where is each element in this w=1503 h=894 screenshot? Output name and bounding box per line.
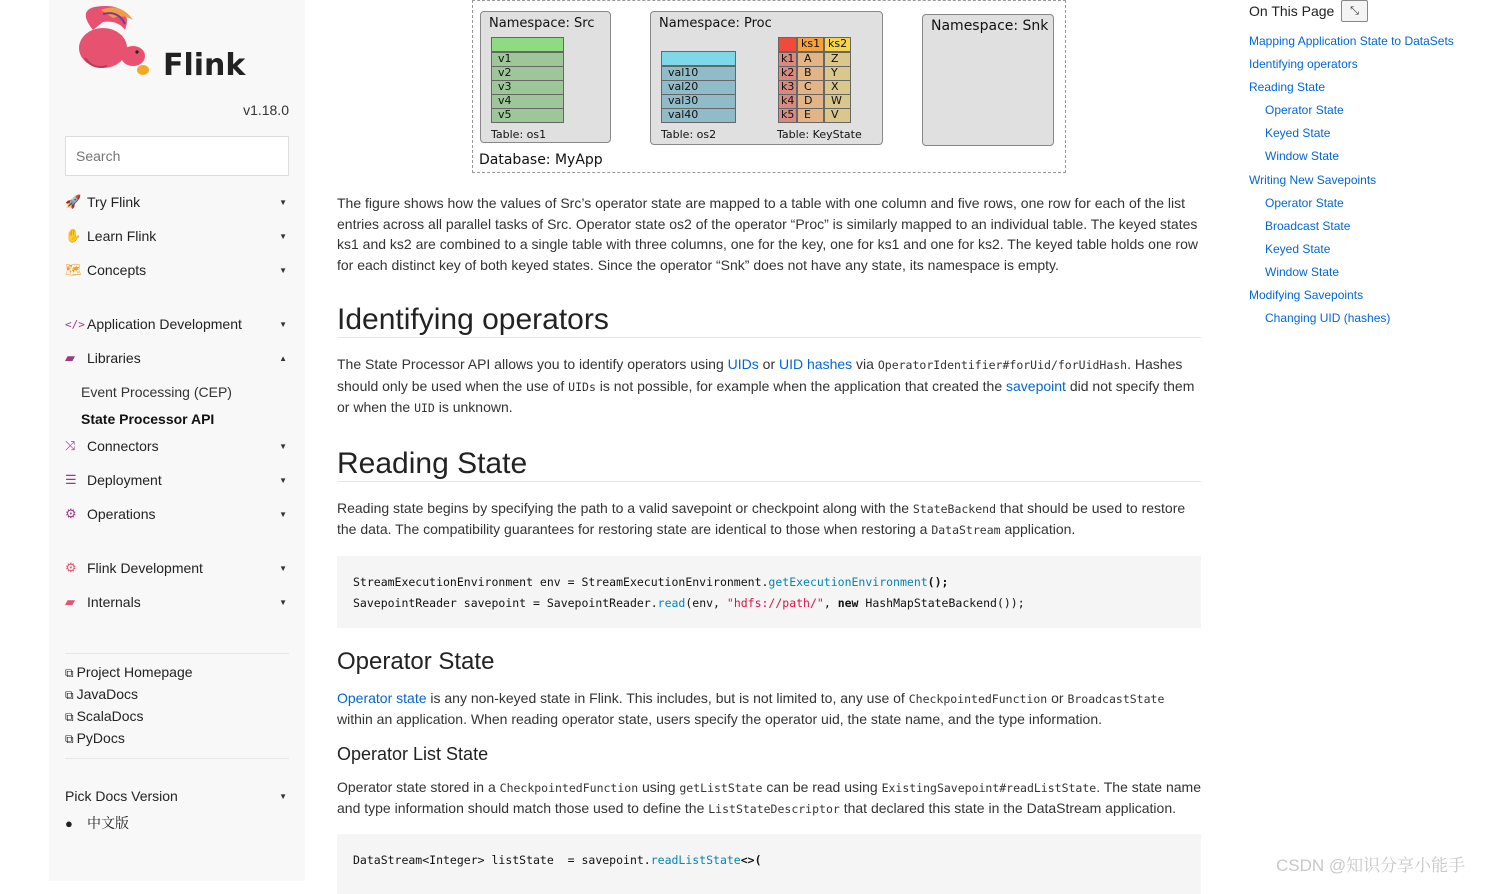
toc-link[interactable]: Operator State [1265,196,1344,210]
collapse-toc-button[interactable] [1341,0,1368,22]
compress-icon: ⤡ [1350,5,1359,17]
link-pydocs[interactable]: ⧉ PyDocs [65,730,125,746]
table-cell: v4 [491,94,564,109]
heading-operator-list-state: Operator List State [337,743,489,764]
sidebar-item-label: Deployment [87,472,162,488]
table-header-cell: ks1 [797,37,824,52]
sidebar-item-label: Try Flink [87,194,141,210]
table-cell: Z [824,52,851,67]
table-header-cell [491,37,564,52]
sidebar [49,0,305,881]
code-block-reader: StreamExecutionEnvironment env = StreamExecutionEnvironment.getExecutionEnvironment(); SavepointReader savepoint = SavepointReader.read(env, "hdfs://path/", new HashMapStateBackend()); [337,556,1201,628]
caret-down-icon: ▼ [279,563,287,573]
external-link-icon: ⧉ [65,732,74,746]
sidebar-item-label: Libraries [87,350,141,366]
sidebar-item-libraries[interactable] [65,346,289,370]
table-cell: v1 [491,52,564,67]
table-cell: Y [824,66,851,81]
random-icon: ⤨ [65,438,76,453]
table-label: Table: os2 [661,128,717,141]
flink-logo[interactable] [63,0,263,85]
table-cell: k2 [778,66,797,81]
toc-link[interactable]: Window State [1265,149,1340,163]
toc-title: On This Page [1249,3,1335,19]
toc-link[interactable]: Operator State [1265,103,1344,117]
database-label: Database: MyApp [479,152,603,168]
toc-link[interactable]: Keyed State [1265,126,1331,140]
toc-link[interactable]: Window State [1265,265,1340,279]
table-cell: W [824,94,851,109]
toc-link[interactable]: Writing New Savepoints [1249,173,1377,187]
state-mapping-diagram [472,0,1066,173]
logo-text: Flink [163,48,246,83]
table-cell: v3 [491,80,564,95]
toc-link[interactable]: Reading State [1249,80,1326,94]
table-label: Table: os1 [491,128,547,141]
operator-state-link[interactable]: Operator state [337,689,427,706]
divider [65,653,289,654]
caret-down-icon: ▼ [279,597,287,607]
sidebar-item-label: Concepts [87,262,147,278]
caret-down-icon: ▼ [279,319,287,329]
link-javadocs[interactable]: ⧉ JavaDocs [65,686,139,702]
chinese-version-label: 中文版 [87,815,129,831]
csdn-watermark: CSDN @知识分享小能手 [1276,856,1466,875]
namespace-src [480,11,611,143]
sidebar-item-label: Connectors [87,438,159,454]
external-link-icon: ⧉ [65,666,74,680]
table-cell: B [797,66,824,81]
sidebar-item-label: Operations [87,506,156,522]
uid-hashes-link[interactable]: UID hashes [779,356,853,372]
sidebar-item-label: Internals [87,594,141,610]
divider [65,758,289,759]
reading-state-paragraph: Reading state begins by specifying the path to a valid savepoint or checkpoint along with the StateBackend that should be used to restore the data. The compatibility guarantees for restoring state are identical to those when restoring a DataStream application. [337,499,1186,537]
sidebar-item-concepts[interactable] [65,258,289,282]
search-input[interactable] [65,136,289,176]
namespace-title: Namespace: Src [489,16,595,31]
chinese-version-link[interactable] [65,811,289,835]
external-link-icon: ⧉ [65,688,74,702]
toc-link[interactable]: Modifying Savepoints [1249,288,1364,302]
sidebar-item-internals[interactable] [65,590,289,614]
sliders-icon: ☰ [65,472,77,487]
table-cell: X [824,80,851,95]
heading-identifying-operators: Identifying operators [337,303,1201,338]
caret-down-icon: ▼ [279,197,287,207]
caret-down-icon: ▼ [279,441,287,451]
caret-down-icon: ▼ [279,475,287,485]
squirrel-logo-icon [63,0,153,85]
toc-link[interactable]: Identifying operators [1249,57,1358,71]
map-icon: 🗺 [65,262,82,277]
table-cell: v2 [491,66,564,81]
operator-state-paragraph: Operator state is any non-keyed state in Flink. This includes, but is not limited to, any use of CheckpointedFunction or BroadcastState within an application. When reading operator state, users specify the operator uid, the state name, and the type information. [337,689,1165,727]
table-cell: val40 [661,108,736,123]
table-cell: D [797,94,824,109]
table-cell: k4 [778,94,797,109]
sidebar-item-label: Application Development [87,316,242,332]
table-cell: E [797,108,824,123]
pick-docs-version[interactable] [65,784,289,808]
table-cell: V [824,108,851,123]
sidebar-item-label: Flink Development [87,560,203,576]
globe-icon: ● [65,815,73,831]
toc-link[interactable]: Keyed State [1265,242,1331,256]
rocket-icon: 🚀 [65,194,82,209]
table-header-cell: ks2 [824,37,851,52]
caret-down-icon: ▼ [279,509,287,519]
namespace-title: Namespace: Proc [659,16,772,31]
sidebar-item-label: Learn Flink [87,228,157,244]
sidebar-subitem-state-processor-api[interactable]: State Processor API [81,411,215,427]
table-cell: k5 [778,108,797,123]
namespace-snk [922,14,1054,146]
table-cell: C [797,80,824,95]
toc-link[interactable]: Mapping Application State to DataSets [1249,34,1454,48]
hand-icon: ✋ [65,228,82,243]
heading-operator-state: Operator State [337,647,495,675]
sidebar-item-flink-development[interactable] [65,556,289,580]
main-content [337,193,1201,894]
cogs-icon: ⚙ [65,506,77,521]
link-scaladocs[interactable]: ⧉ ScalaDocs [65,708,144,724]
toc-link[interactable]: Broadcast State [1265,219,1351,233]
caret-down-icon: ▼ [279,265,287,275]
toc-link[interactable]: Changing UID (hashes) [1265,311,1391,325]
namespace-proc [650,11,883,145]
sidebar-subitem-cep[interactable]: Event Processing (CEP) [81,384,232,400]
heading-reading-state: Reading State [337,447,1201,482]
table-cell: val30 [661,94,736,109]
sidebar-item-try-flink[interactable] [65,190,289,214]
table-cell: val20 [661,80,736,95]
pick-docs-version-label: Pick Docs Version [65,788,178,804]
cogs-icon: ⚙ [65,560,77,575]
caret-down-icon: ▼ [279,791,287,801]
table-label: Table: KeyState [777,128,862,141]
caret-up-icon: ▲ [279,353,287,363]
code-icon: </> [65,317,85,331]
table-cell: k1 [778,52,797,67]
table-header-cell [778,37,797,52]
table-cell: A [797,52,824,67]
table-header-cell [661,51,736,66]
table-cell: val10 [661,66,736,81]
uids-link[interactable]: UIDs [727,356,759,372]
book-icon: ▰ [65,350,75,365]
external-link-icon: ⧉ [65,710,74,724]
savepoint-link[interactable]: savepoint [1006,377,1066,394]
identifying-operators-paragraph: The State Processor API allows you to identify operators using UIDs or UID hashes via OperatorIdentifier#forUid/forUidHash. Hashes should only be used when the use of UIDs is not possible, for example when the application that created the savepoint did not specify them or when the UID is unknown. [337,356,1195,415]
sidebar-item-application-development[interactable] [65,312,289,336]
diagram-description: The figure shows how the values of Src’s operator state are mapped to a table with one column and five rows, one row for each of the list entries across all parallel tasks of Src. Operator state os2 of the operator “Proc” is similarly mapped to an individual table. The keyed states ks1 and ks2 are combined to a single table with three columns, one for the key, one for ks1 and one for ks2. The keyed table holds one row for each distinct key of both keyed states. Since the operator “Snk” does not have any state, its namespace is empty. [337,195,1198,273]
table-cell: k3 [778,80,797,95]
caret-down-icon: ▼ [279,231,287,241]
sidebar-item-operations[interactable] [65,502,289,526]
link-project-homepage[interactable]: ⧉ Project Homepage [65,664,193,680]
code-block-list-state: DataStream<Integer> listState = savepoint.readListState<>( [337,834,1201,894]
table-cell: v5 [491,108,564,123]
book-icon: ▰ [65,594,75,609]
sidebar-item-deployment[interactable] [65,468,289,492]
sidebar-item-connectors[interactable] [65,434,289,458]
operator-list-state-paragraph: Operator state stored in a CheckpointedFunction using getListState can be read using ExistingSavepoint#readListState. The state name and type information should match those used to define the ListStateDescriptor that declared this state in the DataStream application. [337,778,1202,816]
version-label: v1.18.0 [243,102,289,118]
sidebar-item-learn-flink[interactable] [65,224,289,248]
namespace-title: Namespace: Snk [931,18,1049,34]
